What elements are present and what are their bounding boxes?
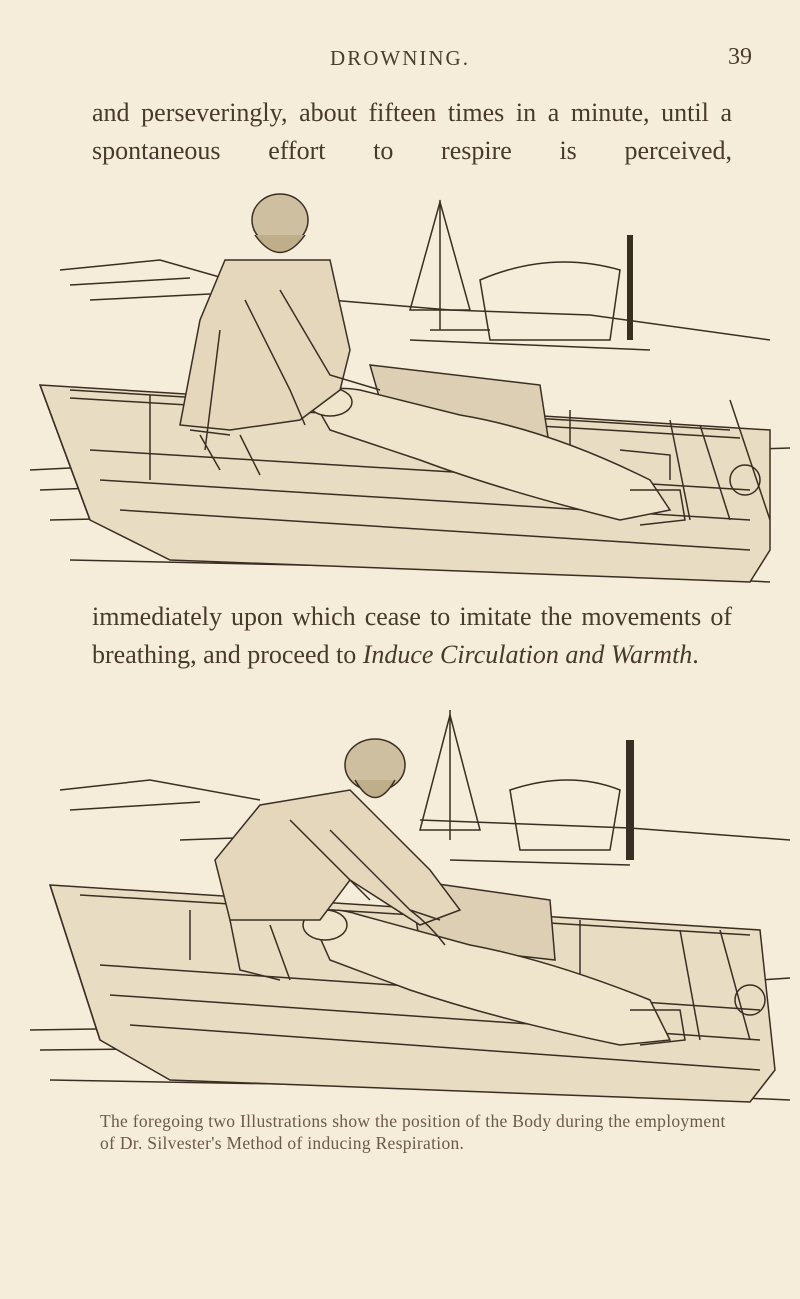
page-number: 39 [728, 44, 752, 70]
paragraph-middle-end: . [692, 640, 699, 669]
paragraph-top: and perseveringly, about fifteen times in a minute, until a spontaneous effort to respire is perceived, [92, 98, 732, 165]
paragraph-middle-text: immediately upon which cease to imitate the movements of breathing, and proceed to [92, 602, 732, 669]
illustration-silvester-method-1 [30, 190, 790, 590]
figure-caption: The foregoing two Illustrations show the position of the Body during the employment of Dr. Silvester's Method of inducing Respiration. [100, 1111, 726, 1153]
illustration-silvester-method-2 [30, 710, 790, 1110]
paragraph-middle-italic: Induce Circulation and Warmth [362, 640, 693, 669]
running-head [0, 40, 800, 80]
running-title: DROWNING. [330, 46, 470, 70]
paragraph-middle [92, 598, 732, 674]
